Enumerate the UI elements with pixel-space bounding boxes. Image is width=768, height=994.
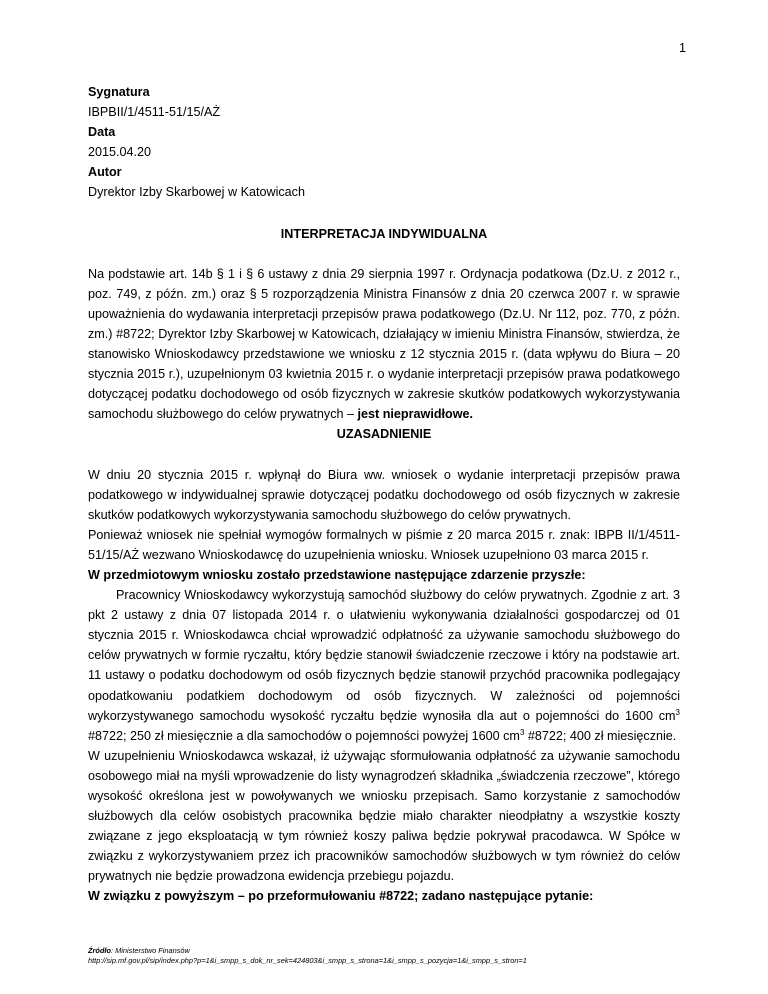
document-body (88, 82, 680, 907)
paragraph-formal-request: Ponieważ wniosek nie spełniał wymogów formalnych w piśmie z 20 marca 2015 r. znak: IBPB II/1/4511-51/15/AŻ wezwano Wnioskodawcę do uzupełnienia wniosku. Wniosek uzupełniono 03 marca 2015 r. (88, 527, 680, 562)
data-label: Data (88, 125, 116, 140)
paragraph-event-description (88, 585, 680, 746)
superscript-1: 3 (675, 707, 680, 717)
event-text-c: #8722; 400 zł miesięcznie. (524, 728, 677, 743)
paragraph-event-heading: W przedmiotowym wniosku zostało przedstawione następujące zdarzenie przyszłe: (88, 567, 586, 582)
sygnatura-value: IBPBII/1/4511-51/15/AŻ (88, 105, 221, 120)
heading-uzasadnienie: UZASADNIENIE (336, 427, 432, 442)
event-text-b: #8722; 250 zł miesięcznie a dla samochodów o pojemności powyżej 1600 cm (88, 728, 520, 743)
superscript-2: 3 (519, 727, 525, 737)
verdict-text: jest nieprawidłowe. (357, 407, 474, 422)
footer-source-url: http://sip.mf.gov.pl/sip/index.php?p=1&i_smpp_s_dok_nr_sek=424803&i_smpp_s_strona=1&i_smpp_s_pozycja=1&i_smpp_s_stron=1 (88, 956, 527, 965)
heading-interpretacja: INTERPRETACJA INDYWIDUALNA (280, 226, 488, 241)
autor-value: Dyrektor Izby Skarbowej w Katowicach (88, 185, 305, 200)
page-number: 1 (679, 41, 686, 55)
sygnatura-label: Sygnatura (88, 85, 150, 99)
paragraph-receipt: W dniu 20 stycznia 2015 r. wpłynął do Biura ww. wniosek o wydanie interpretacji przepisów prawa podatkowego w indywidualnej sprawie dotyczącej podatku dochodowego od osób fizycznych w zakresie skutków podatkowych wykorzystywania samochodu służbowego do celów prywatnych. (88, 467, 680, 522)
event-text-a: Pracownicy Wnioskodawcy wykorzystują samochód służbowy do celów prywatnych. Zgodnie z art. 3 pkt 2 ustawy z dnia 07 listopada 2014 r. o ułatwieniu wykonywania działalności gospodarczej od 01 stycznia 2015 r. Wnioskodawca chciał wprowadzić odpłatność za używanie samochodu służbowego do celów prywatnych w formie ryczałtu, który będzie stanowił świadczenie rzeczowe i który na podstawie art. 11 ustawy o podatku dochodowym od osób fizycznych będzie stanowił przychód pracownika podlegający opodatkowaniu podatkiem dochodowym od osób fizycznych. W zależności od pojemności wykorzystywanego samochodu wysokość ryczałtu będzie wynosiła dla aut o pojemności do 1600 cm (88, 588, 680, 723)
paragraph-question-heading: W związku z powyższym – po przeformułowaniu #8722; zadano następujące pytanie: (88, 889, 594, 904)
meta-block (88, 82, 680, 203)
footer-source-name: : Ministerstwo Finansów (111, 946, 190, 955)
paragraph-intro-text: Na podstawie art. 14b § 1 i § 6 ustawy z dnia 29 sierpnia 1997 r. Ordynacja podatkowa (Dz.U. z 2012 r., poz. 749, z późn. zm.) oraz § 5 rozporządzenia Ministra Finansów z dnia 20 czerwca 2007 r. w sprawie upoważnienia do wydawania interpretacji przepisów prawa podatkowego (Dz.U. Nr 112, poz. 770, z późn. zm.) #8722; Dyrektor Izby Skarbowej w Katowicach, działający w imieniu Ministra Finansów, stwierdza, że stanowisko Wnioskodawcy przedstawione we wniosku z 12 stycznia 2015 r. (data wpływu do Biura – 20 stycznia 2015 r.), uzupełnionym 03 kwietnia 2015 r. o wydanie interpretacji przepisów prawa podatkowego dotyczącej podatku dochodowego od osób fizycznych w zakresie skutków podatkowych wykorzystywania samochodu służbowego do celów prywatnych – (88, 266, 680, 422)
footer-source (88, 946, 688, 966)
data-value: 2015.04.20 (88, 145, 152, 160)
paragraph-intro (88, 264, 680, 425)
autor-label: Autor (88, 165, 122, 180)
paragraph-supplement: W uzupełnieniu Wnioskodawca wskazał, iż używając sformułowania odpłatność za używanie samochodu osobowego miał na myśli wprowadzenie do listy wynagrodzeń składnika „świadczenia rzeczowe”, którego wysokość określona jest w powoływanych we wniosku przepisach. Samo korzystanie z samochodów służbowych dla celów osobistych pracownika będzie miało charakter nieodpłatny a wszystkie koszty związane z jego eksploatacją w tym również koszy paliwa będzie pokrywał pracodawca. W Spółce w związku z wykorzystywaniem przez ich pracowników samochodów służbowych w tym również do celów prywatnych nie będzie prowadzona ewidencja przebiegu pojazdu. (88, 748, 680, 884)
footer-source-label: Źródło (88, 946, 111, 955)
